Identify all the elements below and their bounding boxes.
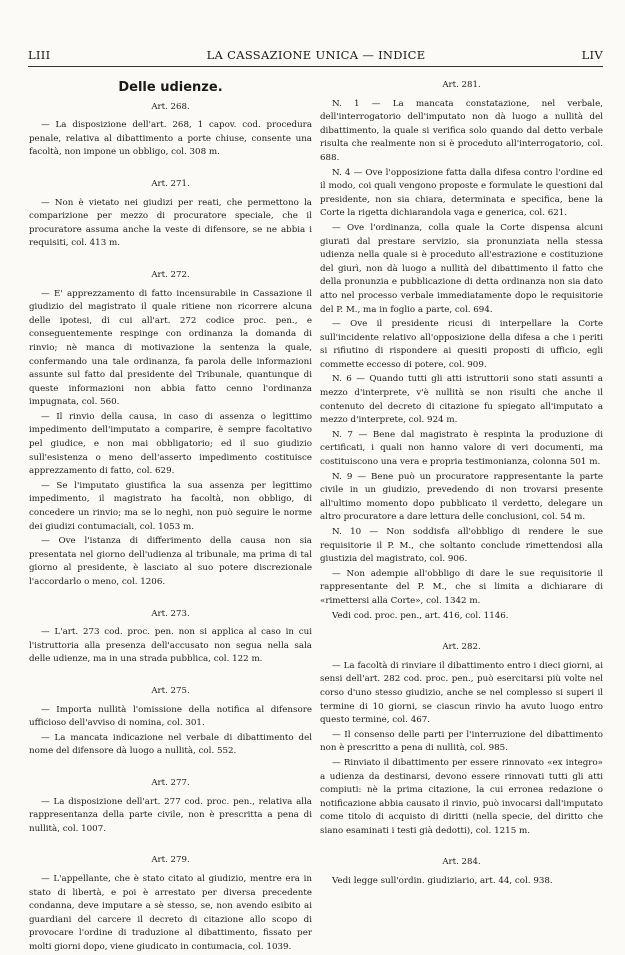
article-heading: Art. 272. <box>151 269 190 280</box>
paragraph: N. 1 — La mancata constatazione, nel verbale, dell'interrogatorio dell'imputato non dà luogo a nullità del dibattimento, la quale si verifica solo quando dal detto verbale risulta che realmente non si è proceduto all'interrogatorio, col. 688. <box>320 98 603 163</box>
paragraph: N. 9 — Bene può un procuratore rappresentante la parte civile in un giudizio, prevedendo di non trovarsi presente all'ultimo momento dopo pubblicato il verdetto, delegare un altro procuratore a dare lettura delle conclusioni, col. 54 m. <box>320 471 603 523</box>
paragraph: — La mancata indicazione nel verbale di dibattimento del nome del difensore dà luogo a nullità, col. 552. <box>29 732 312 757</box>
left-column <box>29 73 312 955</box>
page-number-left: LIII <box>28 48 51 62</box>
page-number-right: LIV <box>581 48 603 62</box>
article-heading: Art. 271. <box>151 178 190 189</box>
paragraph: — La disposizione dell'art. 268, 1 capov. cod. procedura penale, relativa al dibattimento a porte chiuse, consente una facoltà, non impone un obbligo, col. 308 m. <box>29 120 312 158</box>
article-heading: Art. 273. <box>151 608 190 619</box>
paragraph: — Rinviato il dibattimento per essere rinnovato «ex integro» a udienza da destinarsi, devono essere rinnovati tutti gli atti compiuti: nè la prima citazione, la cui erronea redazione o notificazione abbia causato il rinvio, può invocarsi dall'imputato come titolo di acquisto di diritti (nella specie, del diritto che siano esaminati i testi già dedotti), col. 1215 m. <box>320 757 603 836</box>
paragraph: Vedi legge sull'ordin. giudiziario, art. 44, col. 938. <box>332 876 553 887</box>
page-header <box>28 48 603 62</box>
section-title: Delle udienze. <box>118 80 223 95</box>
paragraph: — La facoltà di rinviare il dibattimento entro i dieci giorni, ai sensi dell'art. 282 cod. proc. pen., può esercitarsi più volte nel corso d'uno stesso giudizio, anche se nel complesso si superi il termine di 10 giorni, se ciascun rinvio ha avuto luogo entro questo termine, col. 467. <box>320 660 603 726</box>
paragraph: — Non adempie all'obbligo di dare le sue requisitorie il rappresentante del P. M., che si limita a dichiarare di «rimettersi alla Corte», col. 1342 m. <box>320 568 603 606</box>
paragraph: — La disposizione dell'art. 277 cod. proc. pen., relativa alla rappresentanza della parte civile, non è prescritta a pena di nullità, col. 1007. <box>29 796 312 834</box>
paragraph: N. 7 — Bene dal magistrato è respinta la produzione di certificati, i quali non hanno valore di veri documenti, ma costituiscono una vera e propria testimonianza, colonna 501 m. <box>320 429 603 468</box>
paragraph: — Ove il presidente ricusi di interpellare la Corte sull'incidente relativo all'opposizione della difesa a che i periti si rifiutino di rispondere ai quesiti proposti di ufficio, egli commette eccesso di potere, col. 909. <box>320 319 603 370</box>
paragraph: — Non è vietato nei giudizi per reati, che permettono la comparizione per mezzo di procuratore speciale, che il procuratore assuma anche la veste di difensore, se ne abbia i requisiti, col. 413 m. <box>29 197 312 249</box>
paragraph: — Il rinvio della causa, in caso di assenza o legittimo impedimento dell'imputato a comparire, è sempre facoltativo pel giudice, e non mai obbligatorio; ed il suo giudizio sull'esistenza o meno dell'asserto impedimento costituisce apprezzamento di fatto, col. 629. <box>29 411 312 477</box>
article-heading: Art. 277. <box>151 777 190 788</box>
article-heading: Art. 284. <box>442 857 481 868</box>
article-heading: Art. 279. <box>151 855 190 866</box>
paragraph: — E' apprezzamento di fatto incensurabile in Cassazione il giudizio del magistrato il quale ritiene non ricorrere alcuna delle ipotesi, di cui all'art. 272 codice proc. pen., e conseguentemente respinge con ordinanza la domanda di rinvio; nè manca di motivazione la sentenza la quale, confermando una tale ordinanza, fa parola delle informazioni assunte sul fatto dal presidente del Tribunale, quantunque di queste informazioni non abbia fatto cenno l'ordinanza impugnata, col. 560. <box>29 288 312 408</box>
article-heading: Art. 275. <box>151 685 190 696</box>
paragraph: — L'art. 273 cod. proc. pen. non si applica al caso in cui l'istruttoria alla presenza dell'accusato non segua nella sala delle udienze, ma in una strada pubblica, col. 122 m. <box>29 627 312 665</box>
header-rule <box>28 66 603 67</box>
paragraph: Vedi cod. proc. pen., art. 416, col. 1146. <box>332 610 509 621</box>
article-heading: Art. 281. <box>442 80 481 90</box>
paragraph: — L'appellante, che è stato citato al giudizio, mentre era in stato di libertà, e poi è arrestato per diversa precedente condanna, deve imputare a sè stesso, se, non avendo esibito ai guardiani del carcere il decreto di citazione allo scopo di provocare l'ordine di traduzione al dibattimento, fissato per molti giorni dopo, viene giudicato in contumacia, col. 1039. <box>29 873 312 952</box>
paragraph: — Ove l'istanza di differimento della causa non sia presentata nel giorno dell'udienza al tribunale, ma prima di tal giorno al presidente, è lasciato al suo potere discrezionale l'accordarlo o meno, col. 1206. <box>29 536 312 587</box>
paragraph: N. 10 — Non soddisfa all'obbligo di rendere le sue requisitorie il P. M., che soltanto conclude rimettendosi alla giustizia del magistrato, col. 906. <box>320 527 603 565</box>
running-title: LA CASSAZIONE UNICA — INDICE <box>206 48 426 62</box>
paragraph: — Ove l'ordinanza, colla quale la Corte dispensa alcuni giurati dal prestare servizio, sia pronunziata nella stessa udienza nella quale si è proceduto all'estrazione e costituzione del giurì, non dà luogo a nullità del dibattimento il fatto che della pronunzia e pubblicazione di detta ordinanza non sia dato atto nel processo verbale immediatamente dopo le requisitorie del P. M., ma in foglio a parte, col. 694. <box>320 222 603 315</box>
article-heading: Art. 268. <box>151 101 190 112</box>
article-heading: Art. 282. <box>442 642 481 653</box>
right-column <box>320 73 603 890</box>
paragraph: — Il consenso delle parti per l'interruzione del dibattimento non è prescritto a pena di nullità, col. 985. <box>320 729 603 754</box>
paragraph: N. 6 — Quando tutti gli atti istruttorii sono stati assunti a mezzo d'interprete, v'è nullità se non risulti che anche il contenuto del decreto di citazione fu spiegato all'imputato a mezzo d'interprete, col. 924 m. <box>320 374 603 426</box>
paragraph: — Importa nullità l'omissione della notifica al difensore ufficioso dell'avviso di nomina, col. 301. <box>29 704 312 729</box>
paragraph: N. 4 — Ove l'opposizione fatta dalla difesa contro l'ordine ed il modo, coi quali vengono proposte e formulate le questioni dal presidente, non sia chiara, determinata e specifica, bene la Corte la rigetta dichiarandola vaga e generica, col. 621. <box>320 167 603 219</box>
paragraph: — Se l'imputato giustifica la sua assenza per legittimo impedimento, il magistrato ha facoltà, non obbligo, di concedere un rinvio; ma se lo neghi, non può seguire le norme dei giudizi contumaciali, col. 1053 m. <box>29 480 312 532</box>
